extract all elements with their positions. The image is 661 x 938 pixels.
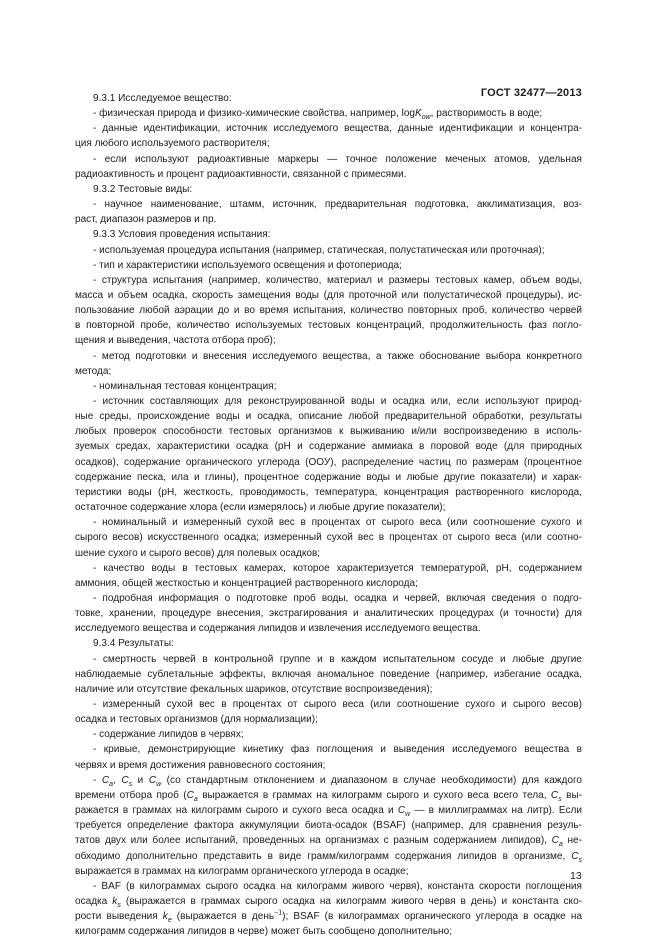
text-line: зуемых средах, характеристики осадка (рН и содержание аммиака в поровой воде (для природных xyxy=(75,441,582,453)
text-line: - смертность червей в контрольной группе и в каждом испытательном сосуде и любые другие xyxy=(93,653,582,665)
text-line: в повторной пробе, количество используемых тестовых концентраций, продолжительность фаз погло- xyxy=(75,320,582,332)
text-line: ражается в граммах на килограмм сырого и сухого веса осадка и $C_w$ — в миллиграммах на литр). Если xyxy=(75,805,582,819)
text-line: - тип и характеристики используемого освещения и фотопериода; xyxy=(93,259,402,271)
text-line: - кривые, демонстрирующие кинетику фаз поглощения и выведения исследуемого вещества в xyxy=(93,744,582,756)
text-line: - метод подготовки и внесения исследуемого вещества, а также обоснование выбора конкретного xyxy=(93,350,582,362)
text-line: пользование любой аэрации до и во время испытания, количество повторных проб, количество червей xyxy=(75,305,582,317)
text-line: осадка и тестовых организмов (для нормализации); xyxy=(75,714,318,726)
text-line: - структура испытания (например, количество, материал и размеры тестовых камер, объем воды, xyxy=(93,274,582,286)
text-line: наблюдаемые сублетальные эффекты, включая аномальное поведение (например, избегание осадка, xyxy=(75,668,582,680)
text-line: выражается в граммах на килограмм органического углерода в осадке; xyxy=(75,865,409,877)
text-line: рости выведения $k_e$ (выражается в день$^{-1}$); BSAF (в килограммах органического углерода в осадке на xyxy=(75,909,582,925)
text-line: - физическая природа и физико-химические свойства, например, logK$_{ow}$, растворимость в воде; xyxy=(93,108,543,122)
text-line: червях и время достижения равновесного состояния; xyxy=(75,759,326,771)
text-line: остаточное содержание хлора (если измерялось) и любые другие показатели); xyxy=(75,502,446,514)
page-number: 13 xyxy=(570,870,582,882)
text-line: любых проверок способности тестовых организмов к выживанию и/или воспроизведению в исполь- xyxy=(75,426,582,438)
text-line: - используемая процедура испытания (например, статическая, полустатическая или проточная); xyxy=(93,244,545,256)
text-line: товке, хранении, процедуре внесения, экстрагирования и аналитических процедурах (и точности) для xyxy=(75,608,582,620)
text-line: ные среды, происхождение воды и осадка, описание любой предварительной обработки, результаты xyxy=(75,411,582,423)
text-line: осадка $k_s$ (выражается в граммах сырого осадка на килограмм живого червя в день) и константа ско- xyxy=(75,895,583,909)
text-line: 9.3.3 Условия проведения испытания: xyxy=(93,229,271,241)
text-line: осадков), содержание органического углерода (ООУ), распределение частиц по размерам (процентное xyxy=(75,456,582,468)
text-line: требуется определение фактора аккумуляции биота-осадок (BSAF) (например, для сравнения резуль- xyxy=(75,820,582,832)
text-line: - научное наименование, штамм, источник, предварительная подготовка, акклиматизация, воз- xyxy=(93,199,582,211)
text-line: щения и выведения, частота отбора проб); xyxy=(75,335,276,347)
text-line: - содержание липидов в червях; xyxy=(93,729,244,741)
standard-header: ГОСТ 32477—2013 xyxy=(480,87,582,99)
text-line: метода; xyxy=(75,365,112,377)
text-line: - номинальный и измеренный сухой вес в процентах от сырого веса (или соотношение сухого и xyxy=(93,517,582,529)
text-line: - данные идентификации, источник исследуемого вещества, данные идентификации и концентра- xyxy=(93,123,582,135)
text-line: времени отбора проб ($C_a$ выражается в граммах на килограмм сырого и сухого веса всего тела, $C_s$ вы- xyxy=(75,789,583,803)
text-line: аммония, общей жесткостью и концентрацией растворенного кислорода; xyxy=(75,577,418,589)
text-line: - источник составляющих для реконструированной воды и осадка или, если используют природ- xyxy=(93,396,582,407)
text-line: обходимо дополнительно представить в виде грамм/килограмм содержания липидов в организме, $C_s$ xyxy=(75,850,582,864)
text-line: теристики воды (рН, жесткость, проводимость, температура, концентрация растворенного кислорода, xyxy=(75,486,582,498)
text-line: - измеренный сухой вес в процентах от сырого веса (или соотношение сухого и сырого весов) xyxy=(93,699,582,710)
text-line: сырого весов) искусственного осадка; измеренный сухой вес в процентах от сырого веса (или соотно- xyxy=(75,532,582,544)
text-line: 9.3.1 Исследуемое вещество: xyxy=(93,93,232,104)
text-line: 9.3.2 Тестовые виды: xyxy=(93,183,193,195)
text-line: содержание песка, ила и глины), процентное содержание воды и любые другие показатели) и харак- xyxy=(75,471,582,483)
text-line: масса и объем осадка, скорость замещения воды (для проточной или полустатической процедуры), ис- xyxy=(75,289,582,301)
text-line: - $C_a$, $C_s$ и $C_w$ (со стандартным отклонением и диапазоном в случае необходимости) для каждого xyxy=(93,774,582,788)
text-line: - если используют радиоактивные маркеры — точное положение меченых атомов, удельная xyxy=(93,153,582,165)
text-line: наличие или отсутствие фекальных шариков, отсутствие воспроизведения); xyxy=(75,683,433,695)
text-line: шение сухого и сырого весов) для полевых осадков; xyxy=(75,547,321,559)
text-line: ция любого используемого растворителя; xyxy=(75,138,270,150)
text-line: татов двух или более испытаний, проведенных на организмах с разным содержанием липидов), $C_a$ не- xyxy=(75,835,582,849)
text-line: - BAF (в килограммах сырого осадка на килограмм живого червя), константа скорости поглощения xyxy=(93,880,582,892)
text-line: килограмм содержания липидов в черве) может быть сообщено дополнительно; xyxy=(75,926,452,938)
text-line: 9.3.4 Результаты: xyxy=(93,638,174,650)
text-line: - качество воды в тестовых камерах, которое характеризуется температурой, рН, содержанием xyxy=(93,562,582,574)
text-line: - номинальная тестовая концентрация; xyxy=(93,380,277,392)
text-line: раст, диапазон размеров и пр. xyxy=(75,214,217,226)
text-line: - подробная информация о подготовке проб воды, осадка и червей, включая сведения о подго- xyxy=(93,592,582,604)
text-line: исследуемого вещества и содержания липидов и извлечения исследуемого вещества. xyxy=(75,623,481,635)
text-line: радиоактивность и процент радиоактивности, связанной с примесями. xyxy=(75,168,407,180)
